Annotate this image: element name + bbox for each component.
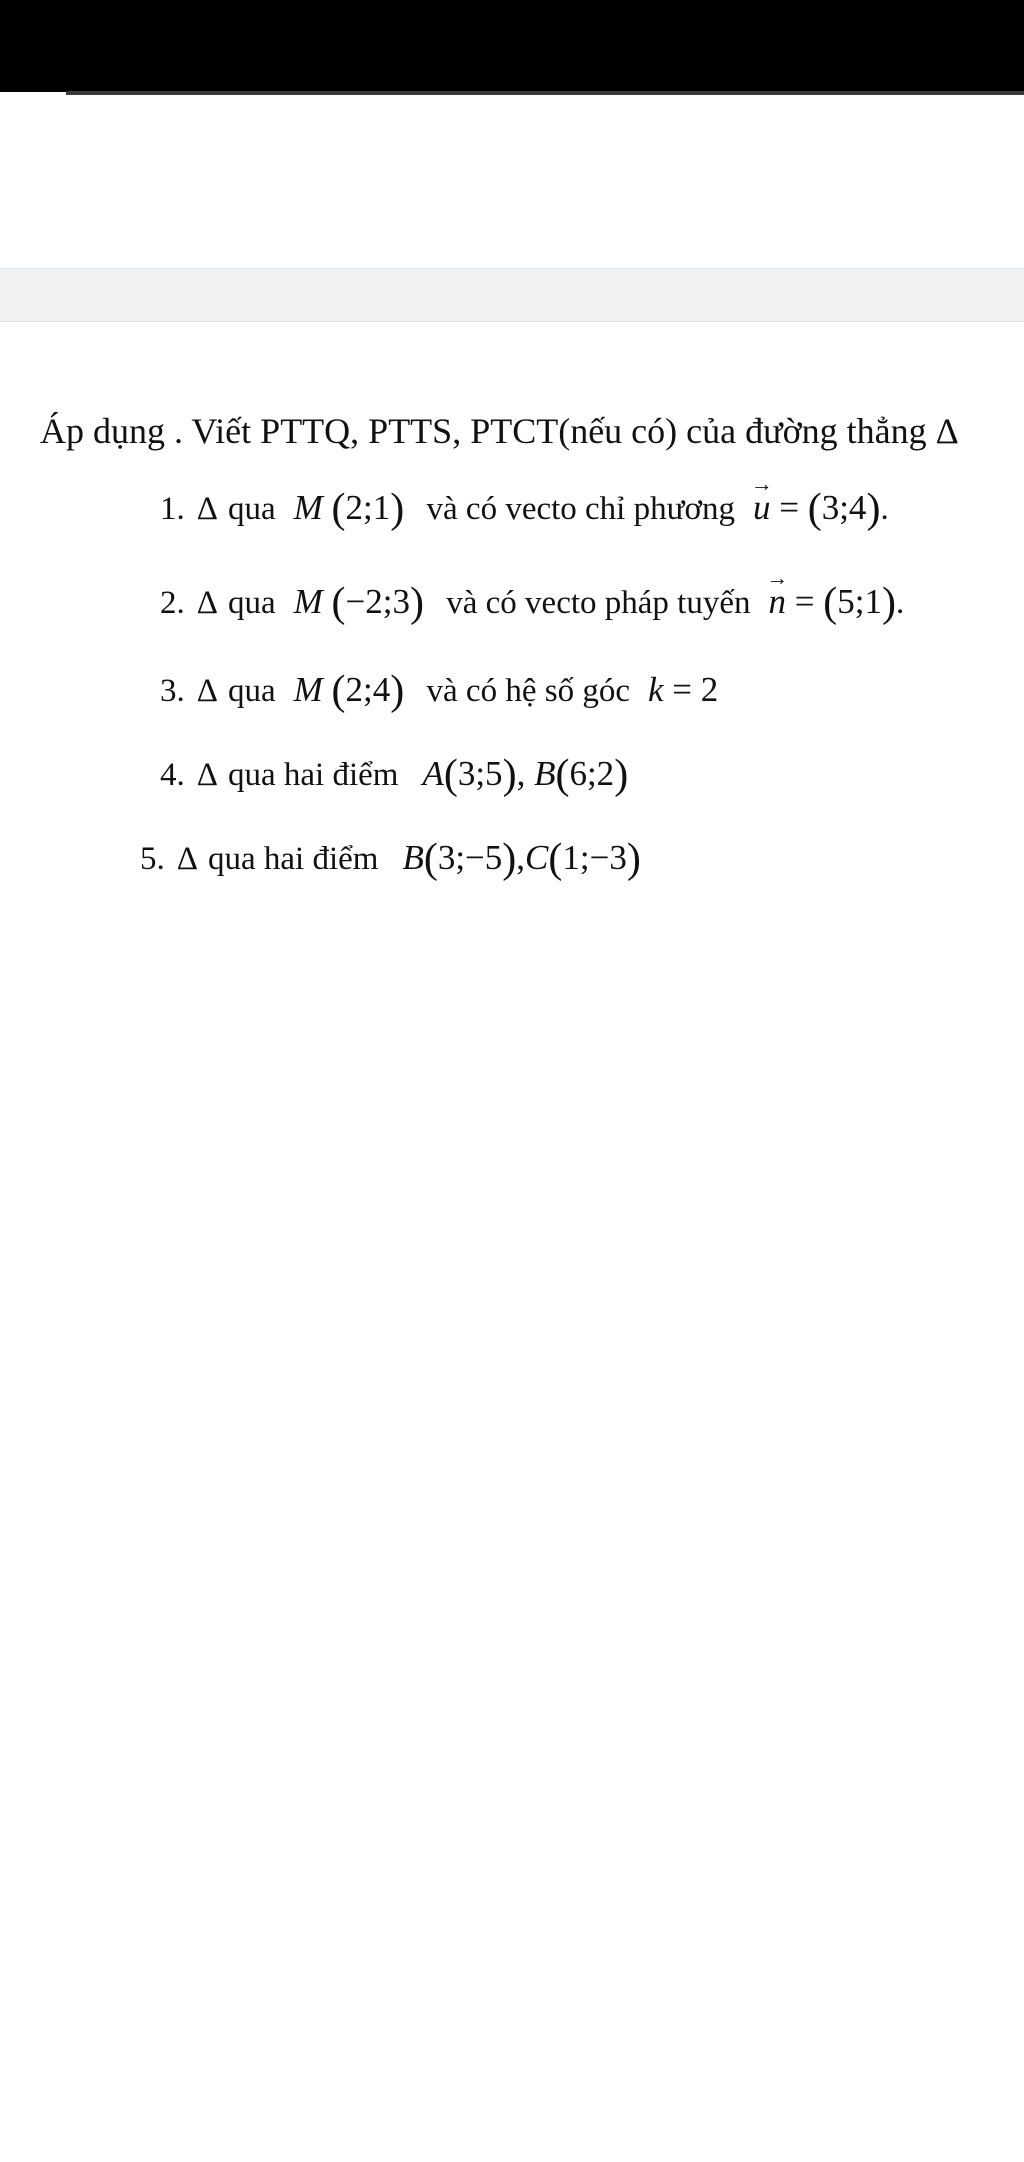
item-text: qua (227, 673, 276, 709)
point1-name: B (402, 838, 424, 877)
point2-coords: 6;2 (569, 754, 615, 793)
item-end: . (895, 585, 905, 621)
point1-coords: 3;5 (457, 754, 503, 793)
list-item-5 (140, 834, 641, 883)
point2-name: B (534, 754, 556, 793)
vector-name: → u (753, 484, 771, 532)
point-expression: M (−2;3) (293, 580, 425, 626)
delta-symbol: Δ (196, 585, 218, 621)
top-black-bar (0, 0, 1024, 92)
point2-name: C (525, 838, 549, 877)
point-coords: 2;4 (345, 670, 391, 709)
condition-text: và có vecto chỉ phương (426, 491, 735, 527)
list-item-4 (160, 750, 628, 799)
vector-name: → n (768, 578, 786, 626)
vector-expression: → n = (5;1) (768, 582, 895, 621)
point-name: M (293, 488, 323, 527)
point1-name: A (422, 754, 444, 793)
page-gap-band (0, 268, 1024, 322)
item-number: 1. (160, 491, 185, 527)
delta-symbol: Δ (196, 757, 218, 793)
document-top-rule (66, 91, 1024, 95)
item-number: 4. (160, 757, 185, 793)
delta-symbol: Δ (196, 673, 218, 709)
item-text: qua hai điểm (207, 841, 379, 877)
point-name: M (293, 582, 323, 621)
vector-coords: 3;4 (821, 488, 867, 527)
slope-expression: k = 2 (647, 670, 719, 709)
item-number: 5. (140, 841, 165, 877)
condition-text: và có hệ số góc (426, 673, 630, 709)
item-text: qua (227, 585, 276, 621)
point-name: M (293, 670, 323, 709)
slope-value: 2 (700, 670, 719, 709)
item-end: . (880, 491, 889, 527)
list-item-1 (160, 484, 889, 533)
list-item-3 (160, 666, 718, 715)
slope-name: k (647, 670, 664, 709)
delta-symbol: Δ (176, 841, 198, 877)
points-expression: B(3;−5),C(1;−3) (402, 836, 641, 882)
item-number: 3. (160, 673, 185, 709)
point-coords: 2;1 (345, 488, 391, 527)
point-coords: −2;3 (345, 582, 411, 621)
exercise-heading: Áp dụng . Viết PTTQ, PTTS, PTCT(nếu có) của đường thẳng Δ (40, 411, 959, 451)
delta-symbol: Δ (196, 491, 218, 527)
point1-coords: 3;−5 (437, 838, 503, 877)
vector-coords: 5;1 (837, 582, 882, 621)
item-number: 2. (160, 585, 185, 621)
list-item-2 (160, 578, 904, 627)
point2-coords: 1;−3 (562, 838, 627, 877)
point-expression: M (2;1) (293, 486, 405, 532)
points-expression: A(3;5), B(6;2) (422, 752, 629, 798)
item-text: qua (227, 491, 276, 527)
item-text: qua hai điểm (227, 757, 399, 793)
condition-text: và có vecto pháp tuyến (446, 585, 751, 621)
vector-expression: → u = (3;4) (753, 488, 880, 527)
point-expression: M (2;4) (293, 668, 405, 714)
